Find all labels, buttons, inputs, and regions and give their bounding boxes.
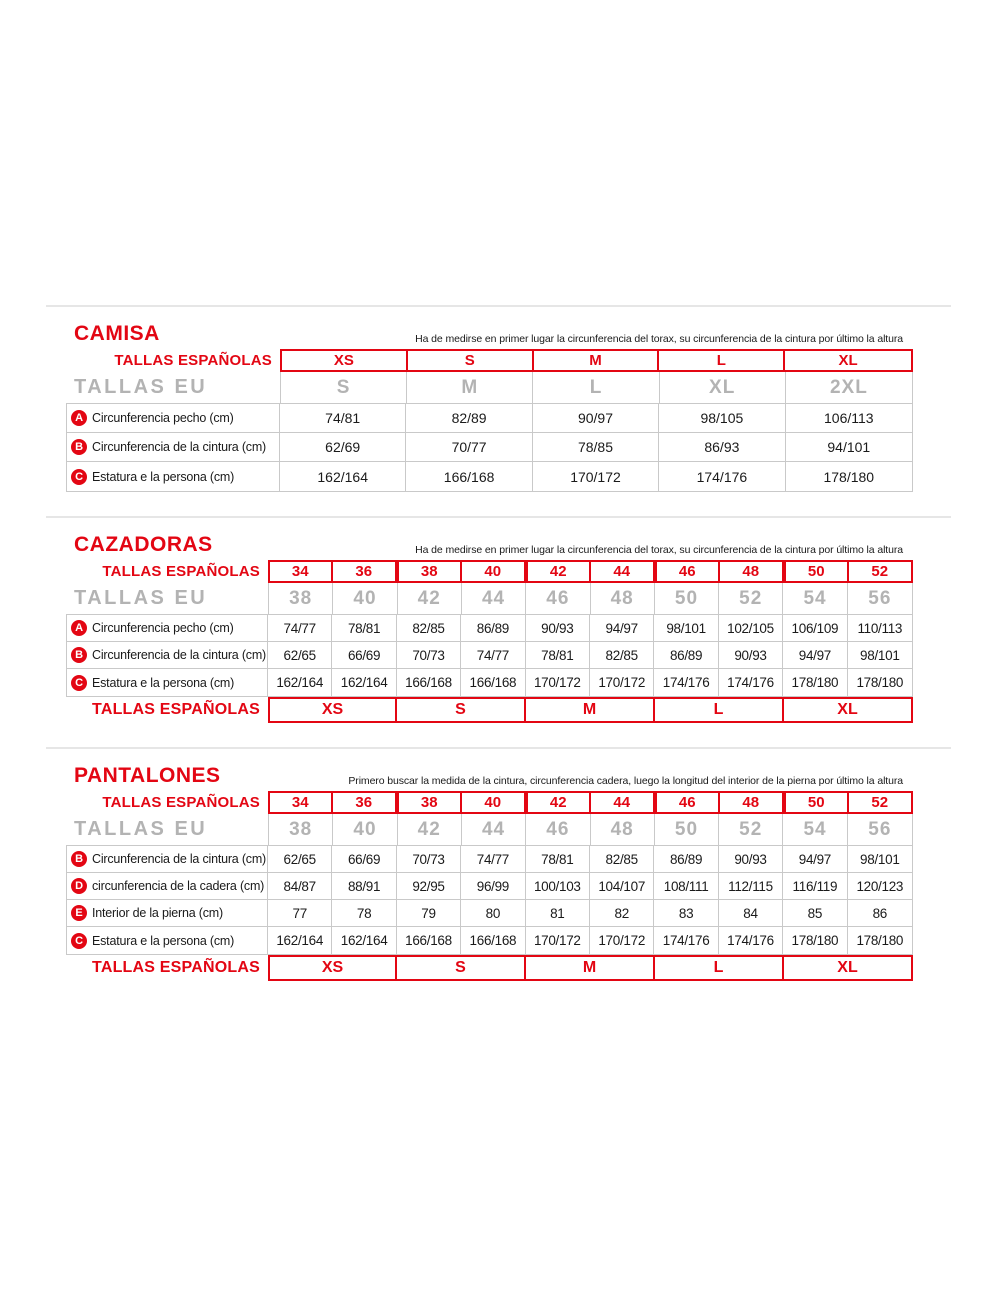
size-pair-group (784, 791, 913, 814)
tallas-espanolas-label: TALLAS ESPAÑOLAS (102, 794, 260, 811)
grouped-size-cell: XS (268, 697, 397, 723)
measure-label-text: Estatura e la persona (cm) (92, 933, 235, 948)
measure-value-cell: 84 (719, 900, 783, 926)
letter-badge-e-icon: E (71, 905, 87, 921)
section-pantalones (66, 764, 913, 981)
measure-value-cell: 78/81 (526, 846, 590, 872)
measure-value-cell: 90/93 (526, 615, 590, 641)
size-pair-group (784, 560, 913, 583)
pantalones-measuring-note: Primero buscar la medida de la cintura, circunferencia cadera, luego la longitud del interior de la pierna por último la altura (348, 775, 903, 787)
eu-size-cell: 56 (868, 819, 892, 840)
eu-size-cell: 44 (462, 814, 526, 845)
grouped-size-cell: M (524, 955, 655, 981)
section-cazadoras (66, 533, 913, 723)
measure-value-cell: 106/113 (824, 410, 874, 426)
camisa-header (66, 322, 913, 346)
grouped-size-cell: XL (782, 955, 913, 981)
pantalones-eu-sizes-row (66, 814, 913, 845)
measure-value-cell: 79 (397, 900, 461, 926)
pantalones-eu-sizes (268, 814, 913, 845)
tallas-espanolas-label: TALLAS ESPAÑOLAS (114, 352, 272, 369)
cazadoras-spanish-sizes (268, 560, 913, 583)
grouped-size-cell: L (653, 955, 784, 981)
measure-value-cell: 62/65 (268, 846, 332, 872)
letter-badge-b-icon: B (71, 851, 87, 867)
measure-value-cell: 178/180 (823, 468, 875, 485)
measure-value-cell: 166/168 (397, 927, 461, 954)
measure-label (67, 642, 268, 668)
eu-size-cell: M (407, 372, 533, 403)
measure-value-cell: 162/164 (268, 927, 332, 954)
measure-row (67, 927, 912, 954)
measure-value-cell: 98/101 (860, 647, 900, 663)
spanish-size-cell: 50 (786, 562, 849, 581)
measure-value-cell: 83 (654, 900, 718, 926)
measure-value-cell: 94/101 (827, 439, 871, 455)
spanish-size-cell: 36 (355, 563, 373, 580)
measure-value-cell: 170/172 (590, 669, 654, 696)
tallas-espanolas-label: TALLAS ESPAÑOLAS (92, 959, 260, 976)
spanish-size-cell: 36 (355, 794, 373, 811)
measure-value-cell: 174/176 (654, 669, 718, 696)
spanish-size-cell: 38 (399, 793, 462, 812)
measure-value-cell: 86/89 (461, 615, 525, 641)
measure-row (67, 462, 912, 491)
spanish-size-cell: 44 (613, 794, 631, 811)
cazadoras-title: CAZADORAS (74, 533, 213, 556)
measure-value-cell: 94/97 (783, 642, 847, 668)
measure-value-cell: 104/107 (590, 873, 654, 899)
cazadoras-eu-sizes (268, 583, 913, 614)
eu-size-cell: 52 (719, 814, 783, 845)
spanish-size-cell: 46 (657, 562, 720, 581)
cazadoras-grouped-sizes (268, 697, 913, 723)
section-camisa (66, 322, 913, 492)
measure-value-cell: 82/85 (590, 846, 654, 872)
measure-row (67, 900, 912, 927)
measure-value-cell: 178/180 (856, 933, 904, 948)
measure-value-cell: 92/95 (397, 873, 461, 899)
measure-value-cell: 170/172 (533, 462, 659, 491)
camisa-spanish-sizes-row (66, 349, 913, 372)
measure-label (67, 846, 268, 872)
measure-value-cell: 166/168 (461, 669, 525, 696)
eu-size-cell: 50 (655, 583, 719, 614)
measure-value-cell: 174/176 (654, 927, 718, 954)
measure-value-cell: 116/119 (783, 873, 847, 899)
measure-value-cell: 120/123 (856, 878, 904, 894)
eu-size-cell: 48 (591, 583, 655, 614)
measure-row (67, 642, 912, 669)
measure-value-cell: 74/77 (461, 846, 525, 872)
measure-label-text: Interior de la pierna (cm) (92, 906, 223, 920)
spanish-size-cell: 52 (871, 563, 889, 580)
spanish-size-cell: 40 (484, 563, 502, 580)
measure-row (67, 873, 912, 900)
eu-size-cell: 46 (526, 583, 590, 614)
measure-value-cell: 170/172 (526, 927, 590, 954)
cazadoras-eu-sizes-row (66, 583, 913, 614)
grouped-size-cell: S (395, 955, 526, 981)
measure-label (67, 404, 280, 432)
measure-label (67, 433, 280, 461)
letter-badge-b-icon: B (71, 647, 87, 663)
spanish-size-cell: 48 (742, 563, 760, 580)
tallas-espanolas-label: TALLAS ESPAÑOLAS (102, 563, 260, 580)
camisa-eu-sizes (280, 372, 913, 403)
measure-value-cell: 80 (461, 900, 525, 926)
section-divider (46, 305, 951, 307)
measure-row (67, 846, 912, 873)
eu-size-cell: 2XL (829, 377, 868, 398)
measure-label-text: Circunferencia de la cintura (cm) (92, 440, 267, 454)
pantalones-spanish-sizes (268, 791, 913, 814)
measure-value-cell: 78/81 (526, 642, 590, 668)
spanish-size-cell: 42 (528, 562, 591, 581)
measure-value-cell: 108/111 (654, 873, 718, 899)
size-pair-group (526, 791, 655, 814)
measure-value-cell: 178/180 (783, 927, 847, 954)
spanish-size-cell: XS (282, 351, 408, 370)
measure-value-cell: 90/93 (719, 846, 783, 872)
pantalones-grouped-sizes-row (66, 955, 913, 981)
measure-value-cell: 90/97 (533, 404, 659, 432)
measure-label-text: Estatura e la persona (cm) (92, 469, 235, 484)
measure-value-cell: 98/101 (860, 851, 900, 867)
camisa-spanish-sizes (280, 349, 913, 372)
eu-size-cell: 40 (333, 814, 397, 845)
measure-value-cell: 90/93 (719, 642, 783, 668)
measure-value-cell: 166/168 (461, 927, 525, 954)
measure-value-cell: 74/77 (268, 615, 332, 641)
measure-value-cell: 81 (526, 900, 590, 926)
measure-label-text: circunferencia de la cadera (cm) (92, 879, 265, 893)
measure-value-cell: 96/99 (461, 873, 525, 899)
measure-label-text: Circunferencia pecho (cm) (92, 411, 234, 425)
tallas-eu-label: TALLAS EU (74, 818, 208, 840)
cazadoras-measuring-note: Ha de medirse en primer lugar la circunferencia del torax, su circunferencia de la cintura por último la altura (415, 544, 903, 556)
measure-value-cell: 166/168 (406, 462, 532, 491)
section-divider (46, 516, 951, 518)
measure-value-cell: 66/69 (332, 846, 396, 872)
eu-size-cell: 46 (526, 814, 590, 845)
spanish-size-cell: XL (838, 352, 858, 369)
measure-value-cell: 74/81 (280, 404, 406, 432)
measure-value-cell: 84/87 (268, 873, 332, 899)
measure-value-cell: 74/77 (461, 642, 525, 668)
size-pair-group (268, 560, 397, 583)
eu-size-cell: 50 (655, 814, 719, 845)
size-pair-group (268, 791, 397, 814)
measure-value-cell: 102/105 (719, 615, 783, 641)
grouped-size-cell: XL (782, 697, 913, 723)
section-divider (46, 747, 951, 749)
eu-size-cell: 56 (868, 588, 892, 609)
measure-value-cell: 86 (872, 905, 887, 921)
measure-value-cell: 86/89 (654, 642, 718, 668)
eu-size-cell: 54 (783, 814, 847, 845)
measure-row (67, 433, 912, 462)
grouped-size-cell: L (653, 697, 784, 723)
letter-badge-c-icon: C (71, 933, 87, 949)
spanish-size-cell: 46 (657, 793, 720, 812)
size-pair-group (655, 560, 784, 583)
measure-value-cell: 162/164 (332, 669, 396, 696)
measure-value-cell: 174/176 (719, 927, 783, 954)
measure-label-text: Estatura e la persona (cm) (92, 675, 235, 690)
measure-value-cell: 78/81 (332, 615, 396, 641)
measure-value-cell: 62/65 (268, 642, 332, 668)
grouped-size-cell: S (395, 697, 526, 723)
camisa-eu-sizes-row (66, 372, 913, 403)
measure-label (67, 462, 280, 491)
eu-size-cell: 40 (333, 583, 397, 614)
measure-value-cell: 78/85 (533, 433, 659, 461)
measure-value-cell: 94/97 (783, 846, 847, 872)
pantalones-measurements-table (66, 845, 913, 955)
spanish-size-cell: 48 (742, 794, 760, 811)
eu-size-cell: 48 (591, 814, 655, 845)
measure-label (67, 873, 268, 899)
measure-value-cell: 170/172 (526, 669, 590, 696)
measure-row (67, 404, 912, 433)
measure-value-cell: 70/73 (397, 642, 461, 668)
measure-value-cell: 112/115 (719, 873, 783, 899)
measure-value-cell: 82/85 (397, 615, 461, 641)
measure-label (67, 900, 268, 926)
cazadoras-spanish-sizes-row (66, 560, 913, 583)
letter-badge-c-icon: C (71, 469, 87, 485)
cazadoras-measurements-table (66, 614, 913, 697)
letter-badge-d-icon: D (71, 878, 87, 894)
measure-value-cell: 85 (783, 900, 847, 926)
measure-label-text: Circunferencia de la cintura (cm) (92, 648, 267, 662)
size-pair-group (655, 791, 784, 814)
measure-label (67, 927, 268, 954)
size-pair-group (397, 791, 526, 814)
measure-row (67, 669, 912, 696)
measure-value-cell: 178/180 (856, 675, 904, 690)
eu-size-cell: 38 (269, 814, 333, 845)
eu-size-cell: 38 (269, 583, 333, 614)
measure-value-cell: 82/89 (406, 404, 532, 432)
measure-value-cell: 162/164 (332, 927, 396, 954)
letter-badge-c-icon: C (71, 675, 87, 691)
eu-size-cell: S (281, 372, 407, 403)
spanish-size-cell: L (659, 351, 785, 370)
eu-size-cell: 44 (462, 583, 526, 614)
measure-value-cell: 78 (332, 900, 396, 926)
spanish-size-cell: 44 (613, 563, 631, 580)
measure-value-cell: 82/85 (590, 642, 654, 668)
measure-value-cell: 174/176 (659, 462, 785, 491)
tallas-eu-label: TALLAS EU (74, 376, 208, 398)
tallas-espanolas-label: TALLAS ESPAÑOLAS (92, 701, 260, 718)
spanish-size-cell: M (534, 351, 660, 370)
camisa-title: CAMISA (74, 322, 160, 345)
spanish-size-cell: 34 (270, 562, 333, 581)
spanish-size-cell: 34 (270, 793, 333, 812)
measure-label (67, 669, 268, 696)
eu-size-cell: L (533, 372, 659, 403)
measure-value-cell: 77 (268, 900, 332, 926)
pantalones-spanish-sizes-row (66, 791, 913, 814)
measure-value-cell: 86/93 (659, 433, 785, 461)
measure-value-cell: 106/109 (783, 615, 847, 641)
cazadoras-grouped-sizes-row (66, 697, 913, 723)
measure-value-cell: 170/172 (590, 927, 654, 954)
measure-value-cell: 66/69 (332, 642, 396, 668)
spanish-size-cell: S (408, 351, 534, 370)
pantalones-title: PANTALONES (74, 764, 221, 787)
measure-value-cell: 62/69 (280, 433, 406, 461)
measure-value-cell: 98/101 (654, 615, 718, 641)
measure-value-cell: 110/113 (857, 620, 903, 636)
measure-value-cell: 162/164 (280, 462, 406, 491)
spanish-size-cell: 38 (399, 562, 462, 581)
measure-value-cell: 70/77 (406, 433, 532, 461)
letter-badge-b-icon: B (71, 439, 87, 455)
measure-value-cell: 166/168 (397, 669, 461, 696)
measure-value-cell: 88/91 (332, 873, 396, 899)
cazadoras-header (66, 533, 913, 557)
measure-value-cell: 162/164 (268, 669, 332, 696)
measure-row (67, 615, 912, 642)
measure-value-cell: 100/103 (526, 873, 590, 899)
eu-size-cell: 42 (398, 583, 462, 614)
size-pair-group (397, 560, 526, 583)
measure-value-cell: 178/180 (783, 669, 847, 696)
eu-size-cell: 52 (719, 583, 783, 614)
measure-value-cell: 94/97 (590, 615, 654, 641)
camisa-measuring-note: Ha de medirse en primer lugar la circunferencia del torax, su circunferencia de la cintura por último la altura (415, 333, 903, 345)
grouped-size-cell: XS (268, 955, 397, 981)
size-pair-group (526, 560, 655, 583)
pantalones-header (66, 764, 913, 788)
measure-value-cell: 98/105 (659, 404, 785, 432)
measure-value-cell: 174/176 (719, 669, 783, 696)
letter-badge-a-icon: A (71, 620, 87, 636)
eu-size-cell: 54 (783, 583, 847, 614)
measure-label-text: Circunferencia de la cintura (cm) (92, 852, 267, 866)
measure-value-cell: 86/89 (654, 846, 718, 872)
grouped-size-cell: M (524, 697, 655, 723)
measure-label-text: Circunferencia pecho (cm) (92, 621, 234, 635)
spanish-size-cell: 42 (528, 793, 591, 812)
eu-size-cell: 42 (398, 814, 462, 845)
spanish-size-cell: 50 (786, 793, 849, 812)
eu-size-cell: XL (660, 372, 786, 403)
measure-label (67, 615, 268, 641)
pantalones-grouped-sizes (268, 955, 913, 981)
spanish-size-cell: 52 (871, 794, 889, 811)
camisa-measurements-table (66, 403, 913, 492)
letter-badge-a-icon: A (71, 410, 87, 426)
measure-value-cell: 82 (590, 900, 654, 926)
tallas-eu-label: TALLAS EU (74, 587, 208, 609)
spanish-size-cell: 40 (484, 794, 502, 811)
measure-value-cell: 70/73 (397, 846, 461, 872)
